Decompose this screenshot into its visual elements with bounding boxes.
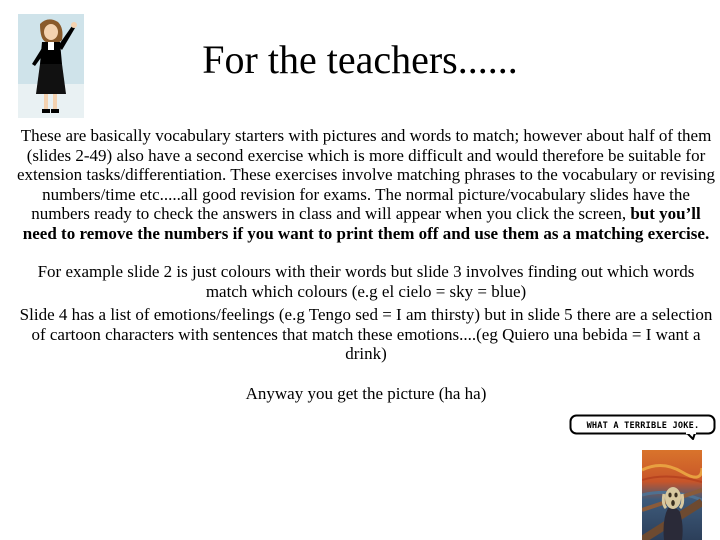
paragraph-intro-bold: but you’ll need to remove the numbers if you want to print them off and use them as a matching exercise. xyxy=(22,204,710,243)
paragraph-intro-text: These are basically vocabulary starters with pictures and words to match; however about half of them (slides 2-49) also have a second exercise which is more difficult and would therefore be suitable for extension tasks/differentiation. These exercises involve matching phrases to the vocabulary or revising numbers/time etc.....all good revision for exams. The normal picture/vocabulary slides have the numbers ready to check the answers in class and will appear when you click the screen, xyxy=(16,126,716,223)
paragraph-example-slide-4: Slide 4 has a list of emotions/feelings (e.g Tengo sed = I am thirsty) but in slide 5 there are a selection of cartoon characters with sentences that match these emotions....(eg Quiero una bebida = I want a drink) xyxy=(19,305,713,363)
speech-bubble-text: WHAT A TERRIBLE JOKE. xyxy=(586,421,700,431)
body-text xyxy=(16,126,716,403)
slide-title: For the teachers...... xyxy=(202,37,518,82)
paragraph-intro xyxy=(16,126,716,243)
paragraph-closing: Anyway you get the picture (ha ha) xyxy=(245,383,487,403)
scream-painting-image xyxy=(642,450,702,540)
paragraph-example-slide-2: For example slide 2 is just colours with their words but slide 3 involves finding out which words match which colours (e.g el cielo = sky = blue) xyxy=(37,262,695,301)
